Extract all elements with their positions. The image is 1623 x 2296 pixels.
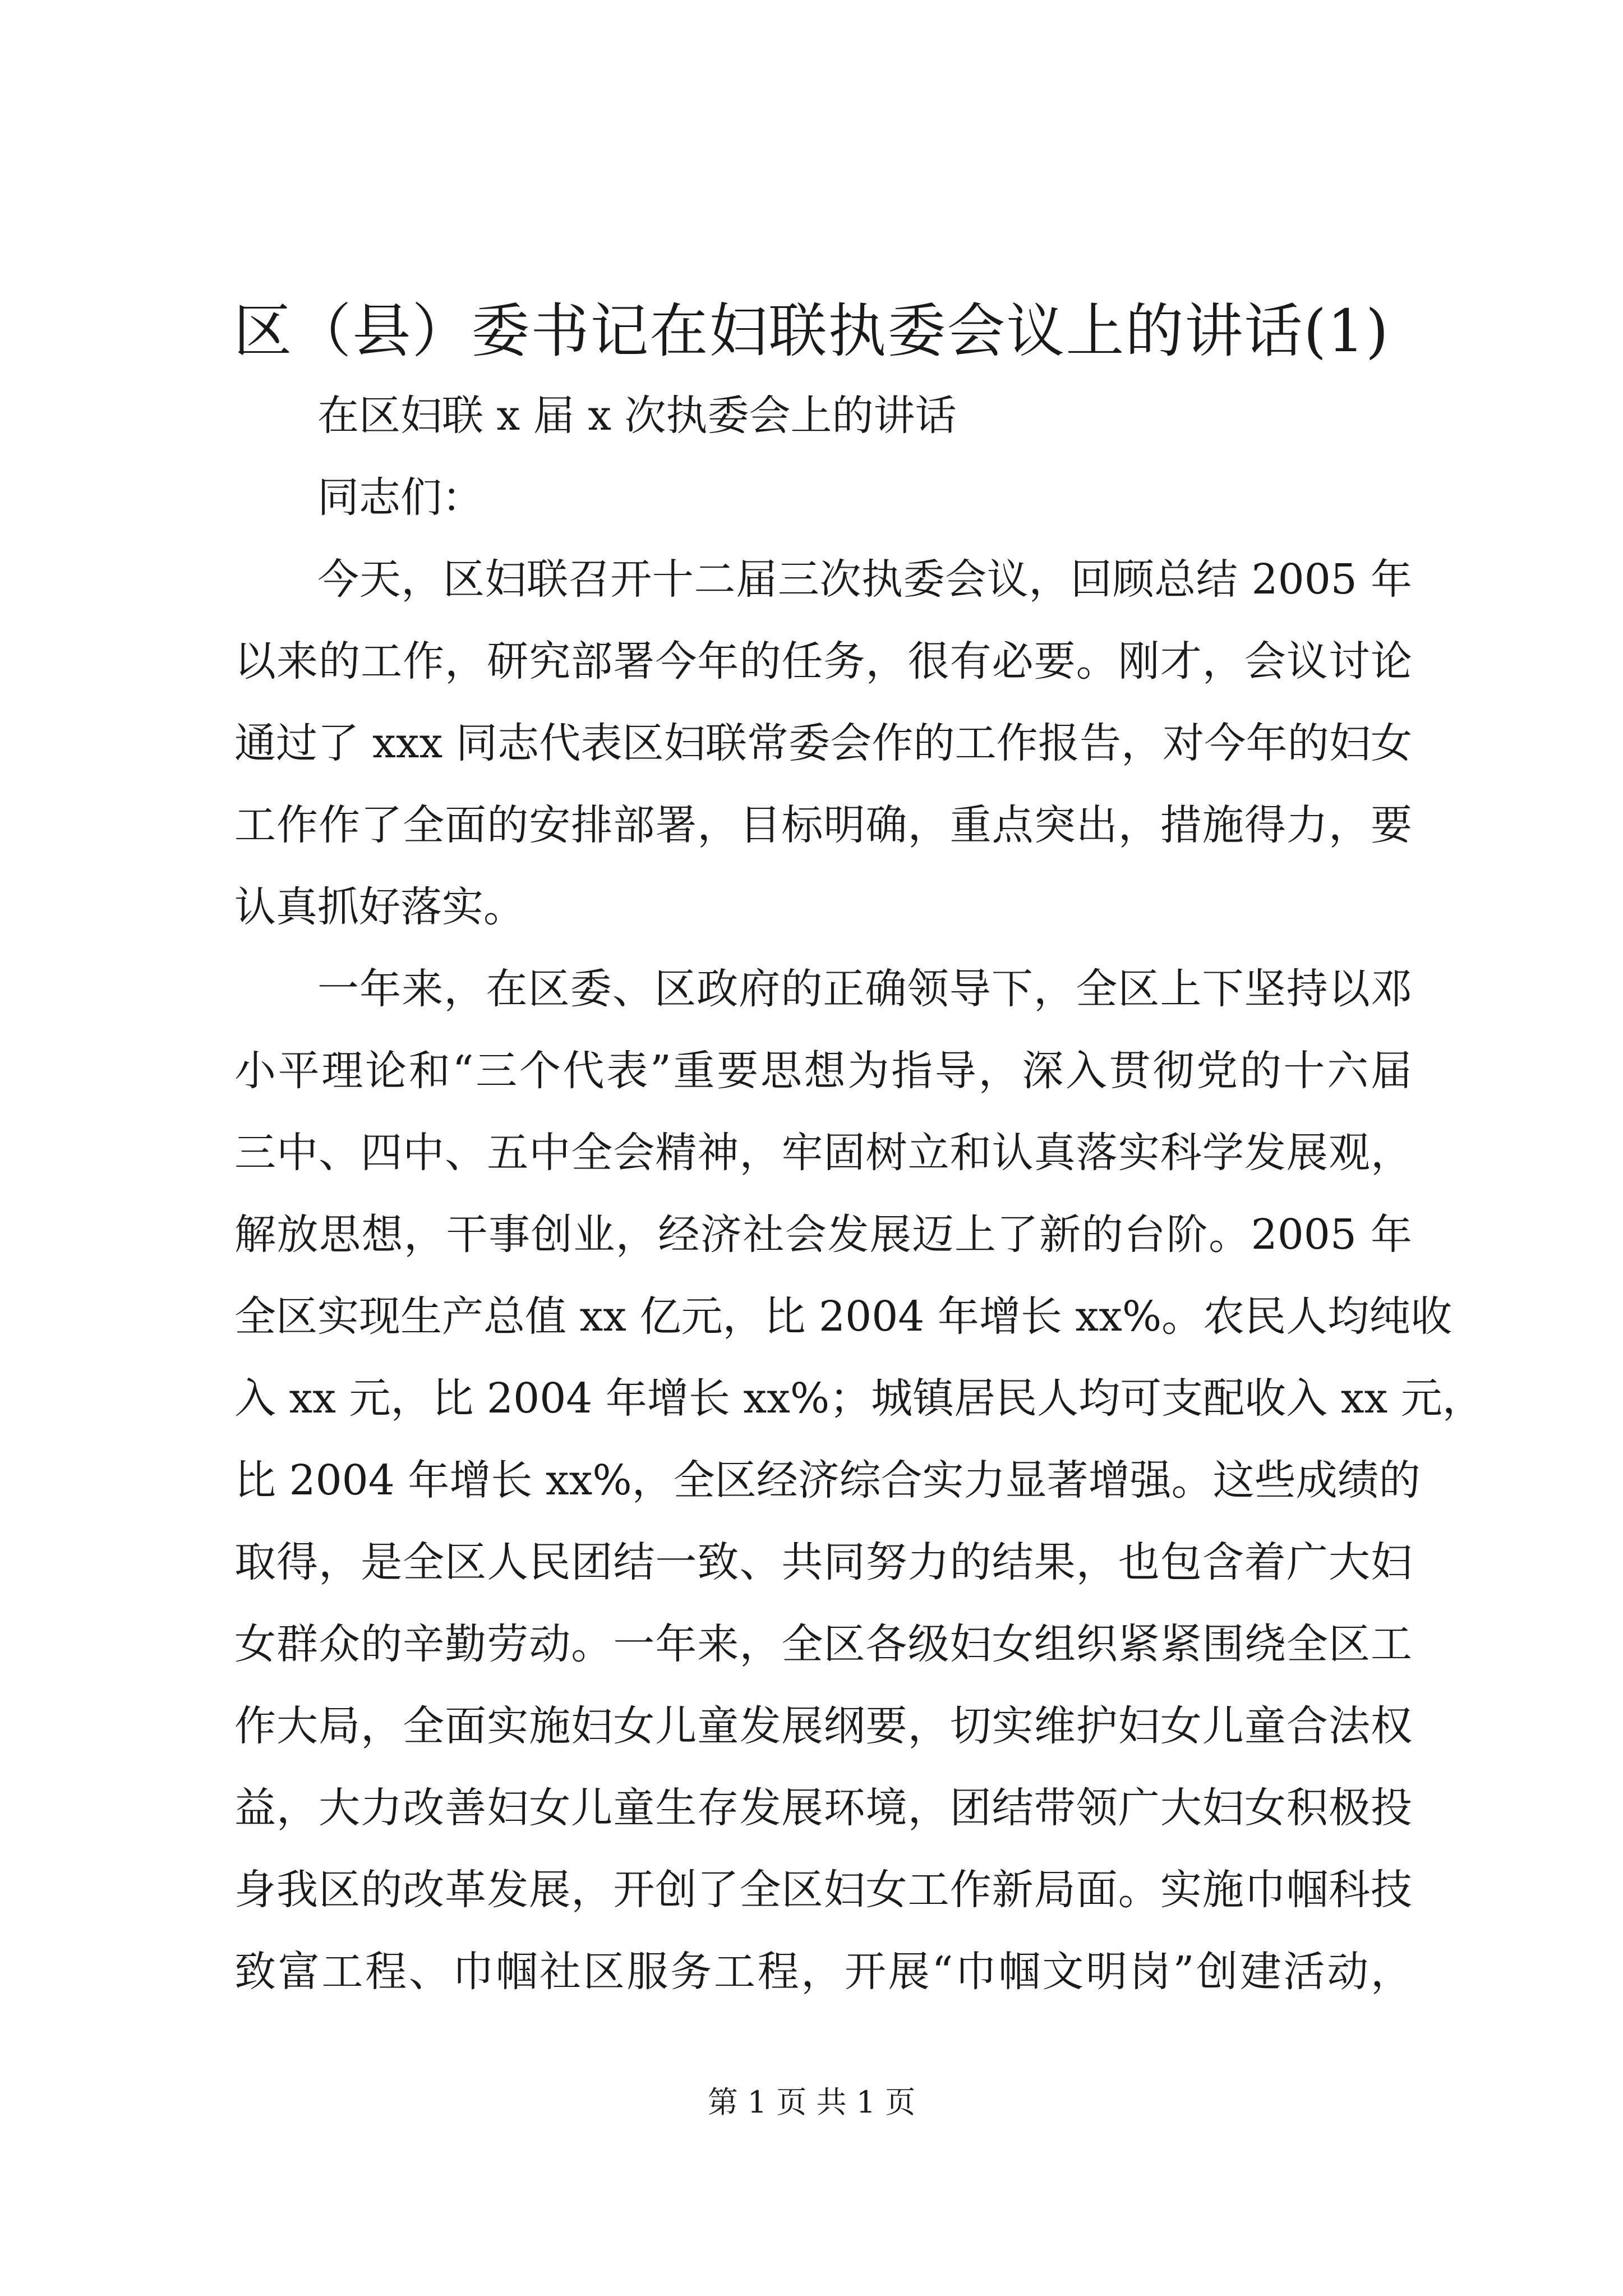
document-body <box>234 375 1484 2013</box>
body-line: 取得，是全区人民团结一致、共同努力的结果，也包含着广大妇 <box>234 1538 1412 1586</box>
body-line: 益，大力改善妇女儿童生存发展环境，团结带领广大妇女积极投 <box>234 1784 1412 1832</box>
body-line: 致富工程、巾帼社区服务工程，开展“巾帼文明岗”创建活动， <box>234 1948 1412 1996</box>
body-line: 在区妇联 x 届 x 次执委会上的讲话 <box>317 392 957 440</box>
body-line: 同志们： <box>317 473 483 522</box>
body-line: 全区实现生产总值 xx 亿元，比 2004 年增长 xx%。农民人均纯收 <box>234 1292 1453 1341</box>
body-line: 作大局，全面实施妇女儿童发展纲要，切实维护妇女儿童合法权 <box>234 1702 1412 1750</box>
body-line: 通过了 xxx 同志代表区妇联常委会作的工作报告，对今年的妇女 <box>234 719 1412 767</box>
body-line: 入 xx 元，比 2004 年增长 xx%；城镇居民人均可支配收入 xx 元， <box>234 1374 1484 1423</box>
body-line: 身我区的改革发展，开创了全区妇女工作新局面。实施巾帼科技 <box>234 1866 1412 1914</box>
body-line: 女群众的辛勤劳动。一年来，全区各级妇女组织紧紧围绕全区工 <box>234 1620 1412 1668</box>
body-line: 今天，区妇联召开十二届三次执委会议，回顾总结 2005 年 <box>317 555 1412 604</box>
body-line: 认真抓好落实。 <box>234 883 525 931</box>
body-line: 比 2004 年增长 xx%，全区经济综合实力显著增强。这些成绩的 <box>234 1456 1421 1504</box>
body-line: 工作作了全面的安排部署，目标明确，重点突出，措施得力，要 <box>234 801 1412 849</box>
body-line: 三中、四中、五中全会精神，牢固树立和认真落实科学发展观， <box>234 1129 1412 1177</box>
body-line: 以来的工作，研究部署今年的任务，很有必要。刚才，会议讨论 <box>234 637 1412 685</box>
document-title: 区（县）委书记在妇联执委会议上的讲话(1) <box>233 297 1390 365</box>
body-line: 解放思想，干事创业，经济社会发展迈上了新的台阶。2005 年 <box>234 1211 1412 1259</box>
body-line: 一年来，在区委、区政府的正确领导下，全区上下坚持以邓 <box>317 965 1412 1013</box>
page-number-footer: 第 1 页 共 1 页 <box>707 2085 916 2120</box>
body-line: 小平理论和“三个代表”重要思想为指导，深入贯彻党的十六届 <box>234 1047 1412 1095</box>
